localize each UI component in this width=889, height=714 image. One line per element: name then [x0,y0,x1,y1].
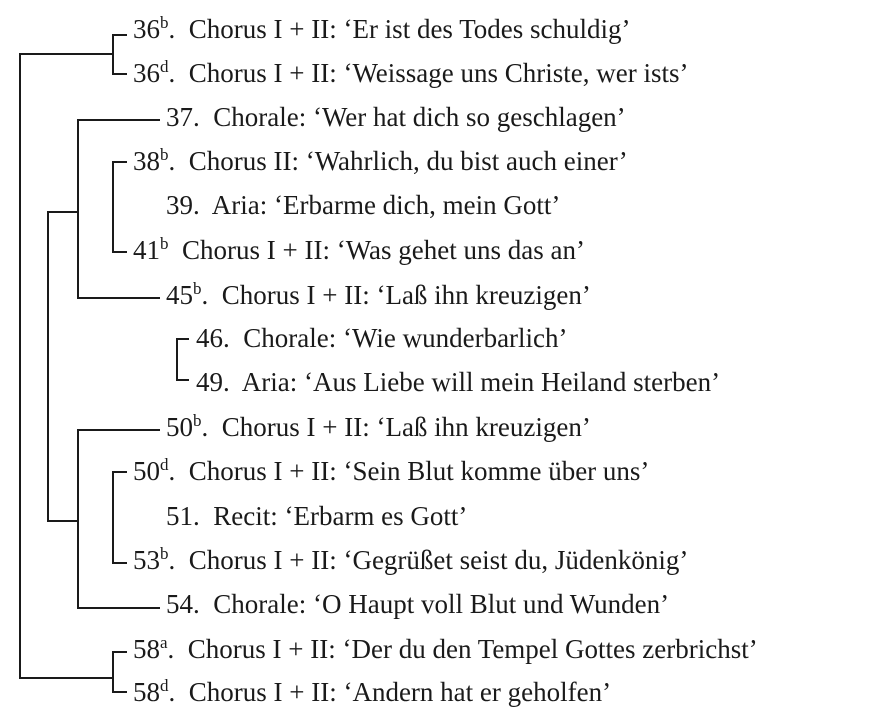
entry-superscript: d [160,455,169,474]
bracket-50d-53 [113,472,127,563]
bracket-38-41 [113,162,127,252]
entry-text: Chorus I + II: ‘Weissage uns Christe, wer ists’ [188,58,689,88]
entry-45b: 45$^b$. Chorus I + II: ‘Laß ihn kreuzigen’ [166,279,591,310]
entry-36d: 36$^d$. Chorus I + II: ‘Weissage uns Christe, wer ists’ [133,57,689,88]
entry-number: 38 [133,146,160,176]
entry-number: 46 [196,323,223,353]
entry-text: Chorus I + II: ‘Laß ihn kreuzigen’ [221,412,591,442]
entry-text: Chorus I + II: ‘Er ist des Todes schuldig’ [188,14,631,44]
entry-superscript: b [160,13,169,32]
entry-superscript: b [193,279,202,298]
entry-number: 36 [133,58,160,88]
entry-number: 49 [196,367,223,397]
entry-number: 50 [133,456,160,486]
entry-51: 51. Recit: ‘Erbarm es Gott’ [166,501,468,531]
entry-superscript: b [160,234,169,253]
entry-text: Chorus I + II: ‘Andern hat er geholfen’ [188,677,612,707]
entry-number: 36 [133,14,160,44]
entry-text: Chorus I + II: ‘Gegrüßet seist du, Jüdenkönig’ [188,545,689,575]
entry-text: Chorus I + II: ‘Was gehet uns das an’ [182,235,585,265]
entry-text: Chorale: ‘Wer hat dich so geschlagen’ [213,102,626,132]
group-bracket [48,212,78,521]
entry-41b [133,234,585,266]
entry-number: 53 [133,545,160,575]
entry-number: 39 [166,190,193,220]
entry-superscript: d [160,57,169,76]
entry-number: 45 [166,280,193,310]
entry-text: Aria: ‘Erbarme dich, mein Gott’ [211,190,561,220]
entry-text: Chorus I + II: ‘Laß ihn kreuzigen’ [221,280,591,310]
outer-bracket [20,54,113,678]
entry-49: 49. Aria: ‘Aus Liebe will mein Heiland sterben’ [196,367,721,397]
entry-number: 41 [133,235,160,265]
bracket-36 [113,35,127,74]
entry-39: 39. Aria: ‘Erbarme dich, mein Gott’ [166,190,561,220]
entry-text: Recit: ‘Erbarm es Gott’ [213,501,468,531]
entry-number: 58 [133,634,160,664]
entry-50b: 50$^b$. Chorus I + II: ‘Laß ihn kreuzigen’ [166,411,591,442]
entry-superscript: b [160,544,169,563]
entry-superscript: b [160,145,169,164]
entry-50d: 50$^d$. Chorus I + II: ‘Sein Blut komme über uns’ [133,455,650,486]
entry-number: 51 [166,501,193,531]
entry-46: 46. Chorale: ‘Wie wunderbarlich’ [196,323,568,353]
entry-text: Chorus I + II: ‘Der du den Tempel Gottes zerbrichst’ [187,634,758,664]
entry-superscript: d [160,676,169,695]
entry-38b: 38$^b$. Chorus II: ‘Wahrlich, du bist auch einer’ [133,145,628,176]
entry-number: 50 [166,412,193,442]
entry-58d: 58$^d$. Chorus I + II: ‘Andern hat er geholfen’ [133,676,612,707]
entry-text: Chorus II: ‘Wahrlich, du bist auch einer’ [188,146,628,176]
entry-36b: 36$^b$. Chorus I + II: ‘Er ist des Todes schuldig’ [133,13,631,44]
entry-text: Aria: ‘Aus Liebe will mein Heiland sterben’ [241,367,721,397]
entry-superscript: b [193,411,202,430]
entry-37: 37. Chorale: ‘Wer hat dich so geschlagen’ [166,102,626,132]
entry-superscript: a [160,633,168,652]
entry-54: 54. Chorale: ‘O Haupt voll Blut und Wunden’ [166,589,670,619]
entry-text: Chorus I + II: ‘Sein Blut komme über uns’ [188,456,650,486]
entry-58a: 58$^a$. Chorus I + II: ‘Der du den Tempel Gottes zerbrichst’ [133,633,758,664]
entry-text: Chorale: ‘O Haupt voll Blut und Wunden’ [213,589,670,619]
entry-53b: 53$^b$. Chorus I + II: ‘Gegrüßet seist du, Jüdenkönig’ [133,544,689,575]
entry-number: 37 [166,102,193,132]
bracket-46-49 [177,339,189,380]
entry-text: Chorale: ‘Wie wunderbarlich’ [243,323,568,353]
entry-number: 54 [166,589,193,619]
entry-number: 58 [133,677,160,707]
bracket-58 [113,652,127,692]
